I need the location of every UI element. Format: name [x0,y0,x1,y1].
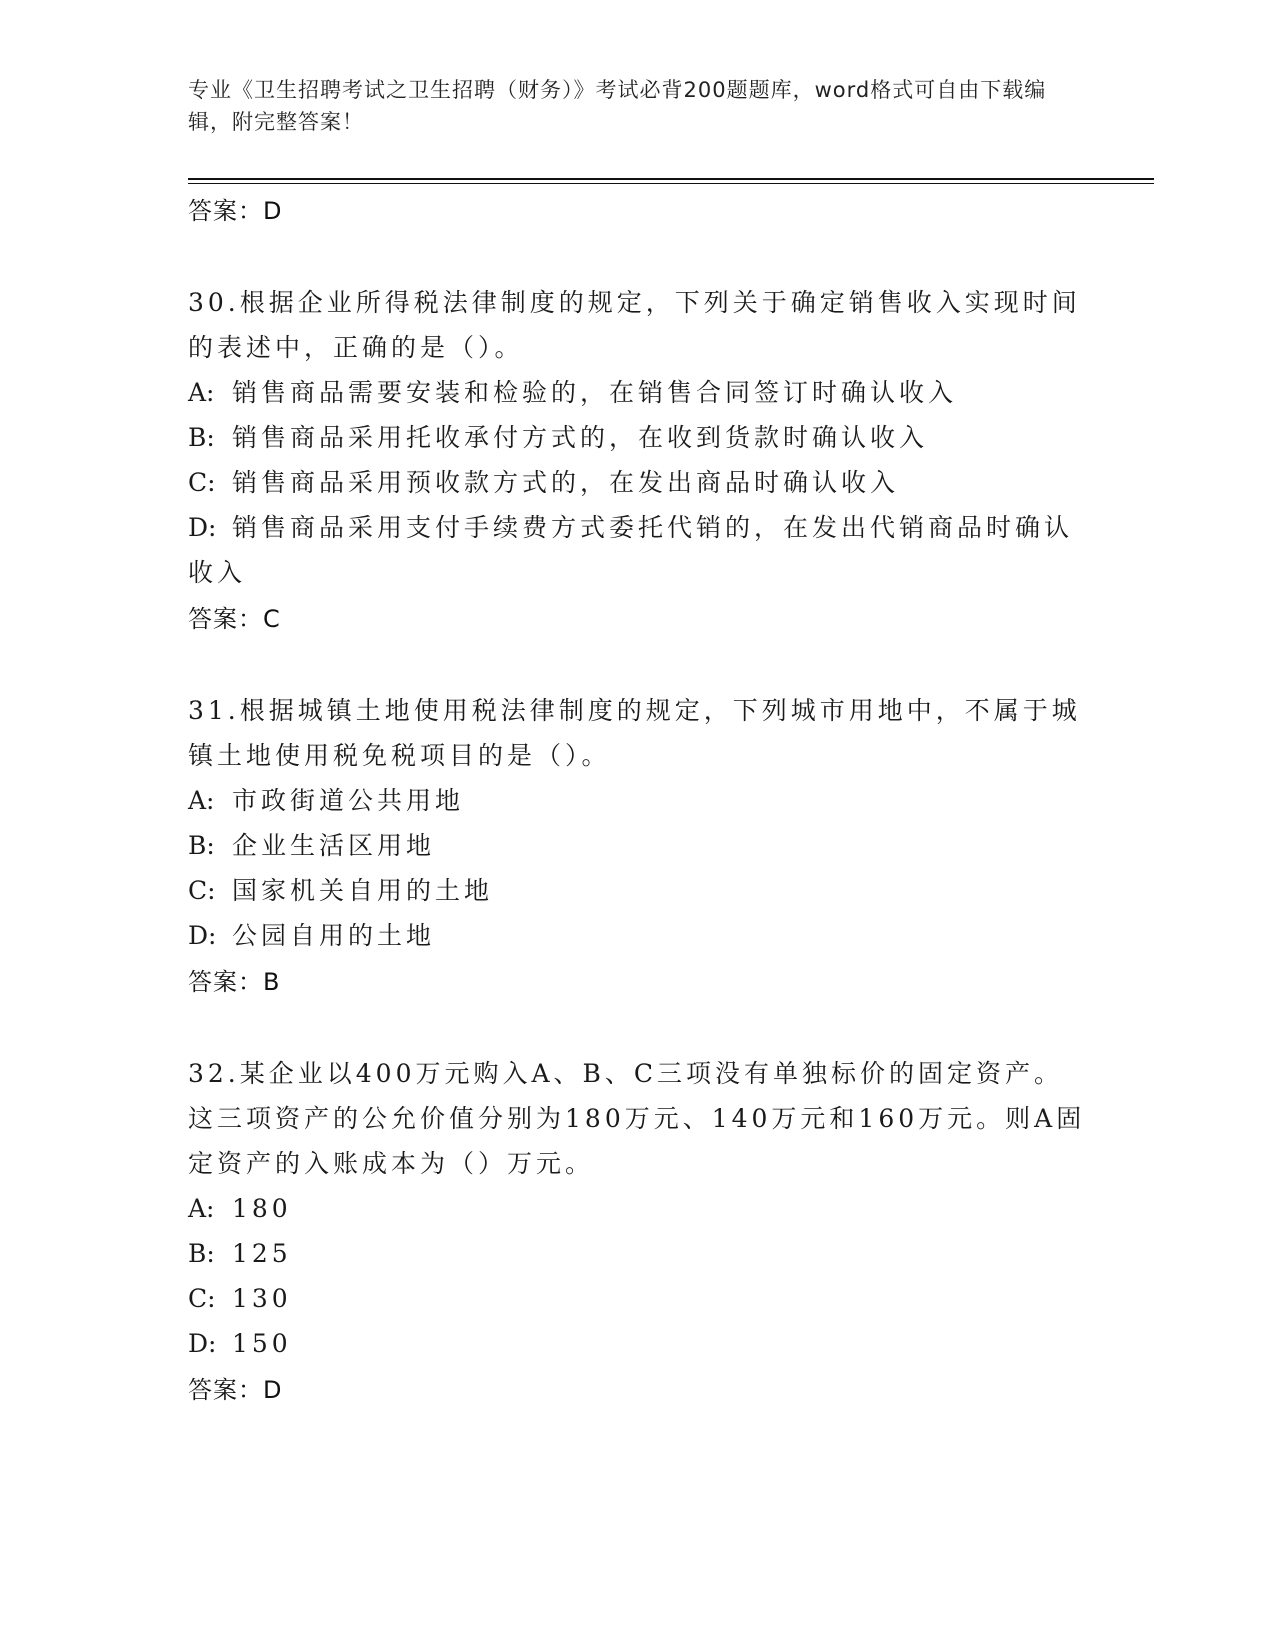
option-text: 公园自用的土地 [232,921,436,950]
option-b [188,415,1088,460]
document-header: 专业《卫生招聘考试之卫生招聘（财务）》考试必背200题题库，word格式可自由下载编辑，附完整答案！ [188,78,1047,134]
answer-line: 答案：C [188,605,281,633]
option-c [188,868,1088,913]
option-letter: C: [188,1284,216,1313]
option-letter: C: [188,876,216,905]
option-letter: B: [188,1239,215,1268]
option-a [188,778,1088,823]
question-block [188,688,1088,1006]
option-letter: D: [188,513,217,542]
option-letter: A: [188,1194,215,1223]
answer-line: 答案：D [188,197,283,225]
option-text: 企业生活区用地 [232,831,436,860]
option-c [188,1276,1088,1321]
question-block [188,1051,1088,1414]
option-letter: A: [188,786,215,815]
option-text: 市政街道公共用地 [232,786,465,815]
option-text: 180 [232,1194,292,1223]
option-text: 销售商品采用支付手续费方式委托代销的，在发出代销商品时确认收入 [188,513,1074,587]
question-stem: 31.根据城镇土地使用税法律制度的规定，下列城市用地中，不属于城镇土地使用税免税项目的是（）。 [188,696,1081,770]
option-text: 销售商品采用托收承付方式的，在收到货款时确认收入 [232,423,929,452]
option-d [188,913,1088,958]
question-stem: 30.根据企业所得税法律制度的规定，下列关于确定销售收入实现时间的表述中，正确的是（）。 [188,288,1081,362]
option-text: 150 [232,1329,292,1358]
option-letter: C: [188,468,216,497]
document-content [188,187,1088,1414]
answer-line: 答案：B [188,968,281,996]
option-b [188,1231,1088,1276]
option-text: 130 [232,1284,292,1313]
option-c [188,460,1088,505]
header-divider-thin [188,183,1154,184]
option-letter: B: [188,423,215,452]
option-a [188,1186,1088,1231]
option-text: 销售商品采用预收款方式的，在发出商品时确认收入 [232,468,900,497]
question-stem: 32.某企业以400万元购入A、B、C三项没有单独标价的固定资产。这三项资产的公允价值分别为180万元、140万元和160万元。则A固定资产的入账成本为（）万元。 [188,1059,1086,1178]
option-d [188,1321,1088,1366]
option-letter: D: [188,921,217,950]
option-text: 销售商品需要安装和检验的，在销售合同签订时确认收入 [232,378,958,407]
option-letter: D: [188,1329,217,1358]
option-letter: A: [188,378,215,407]
question-block [188,280,1088,643]
answer-line: 答案：D [188,1376,283,1404]
header-divider-thick [188,178,1154,180]
option-b [188,823,1088,868]
option-letter: B: [188,831,215,860]
option-a [188,370,1088,415]
option-text: 国家机关自用的土地 [232,876,494,905]
option-d [188,505,1088,595]
option-text: 125 [232,1239,292,1268]
